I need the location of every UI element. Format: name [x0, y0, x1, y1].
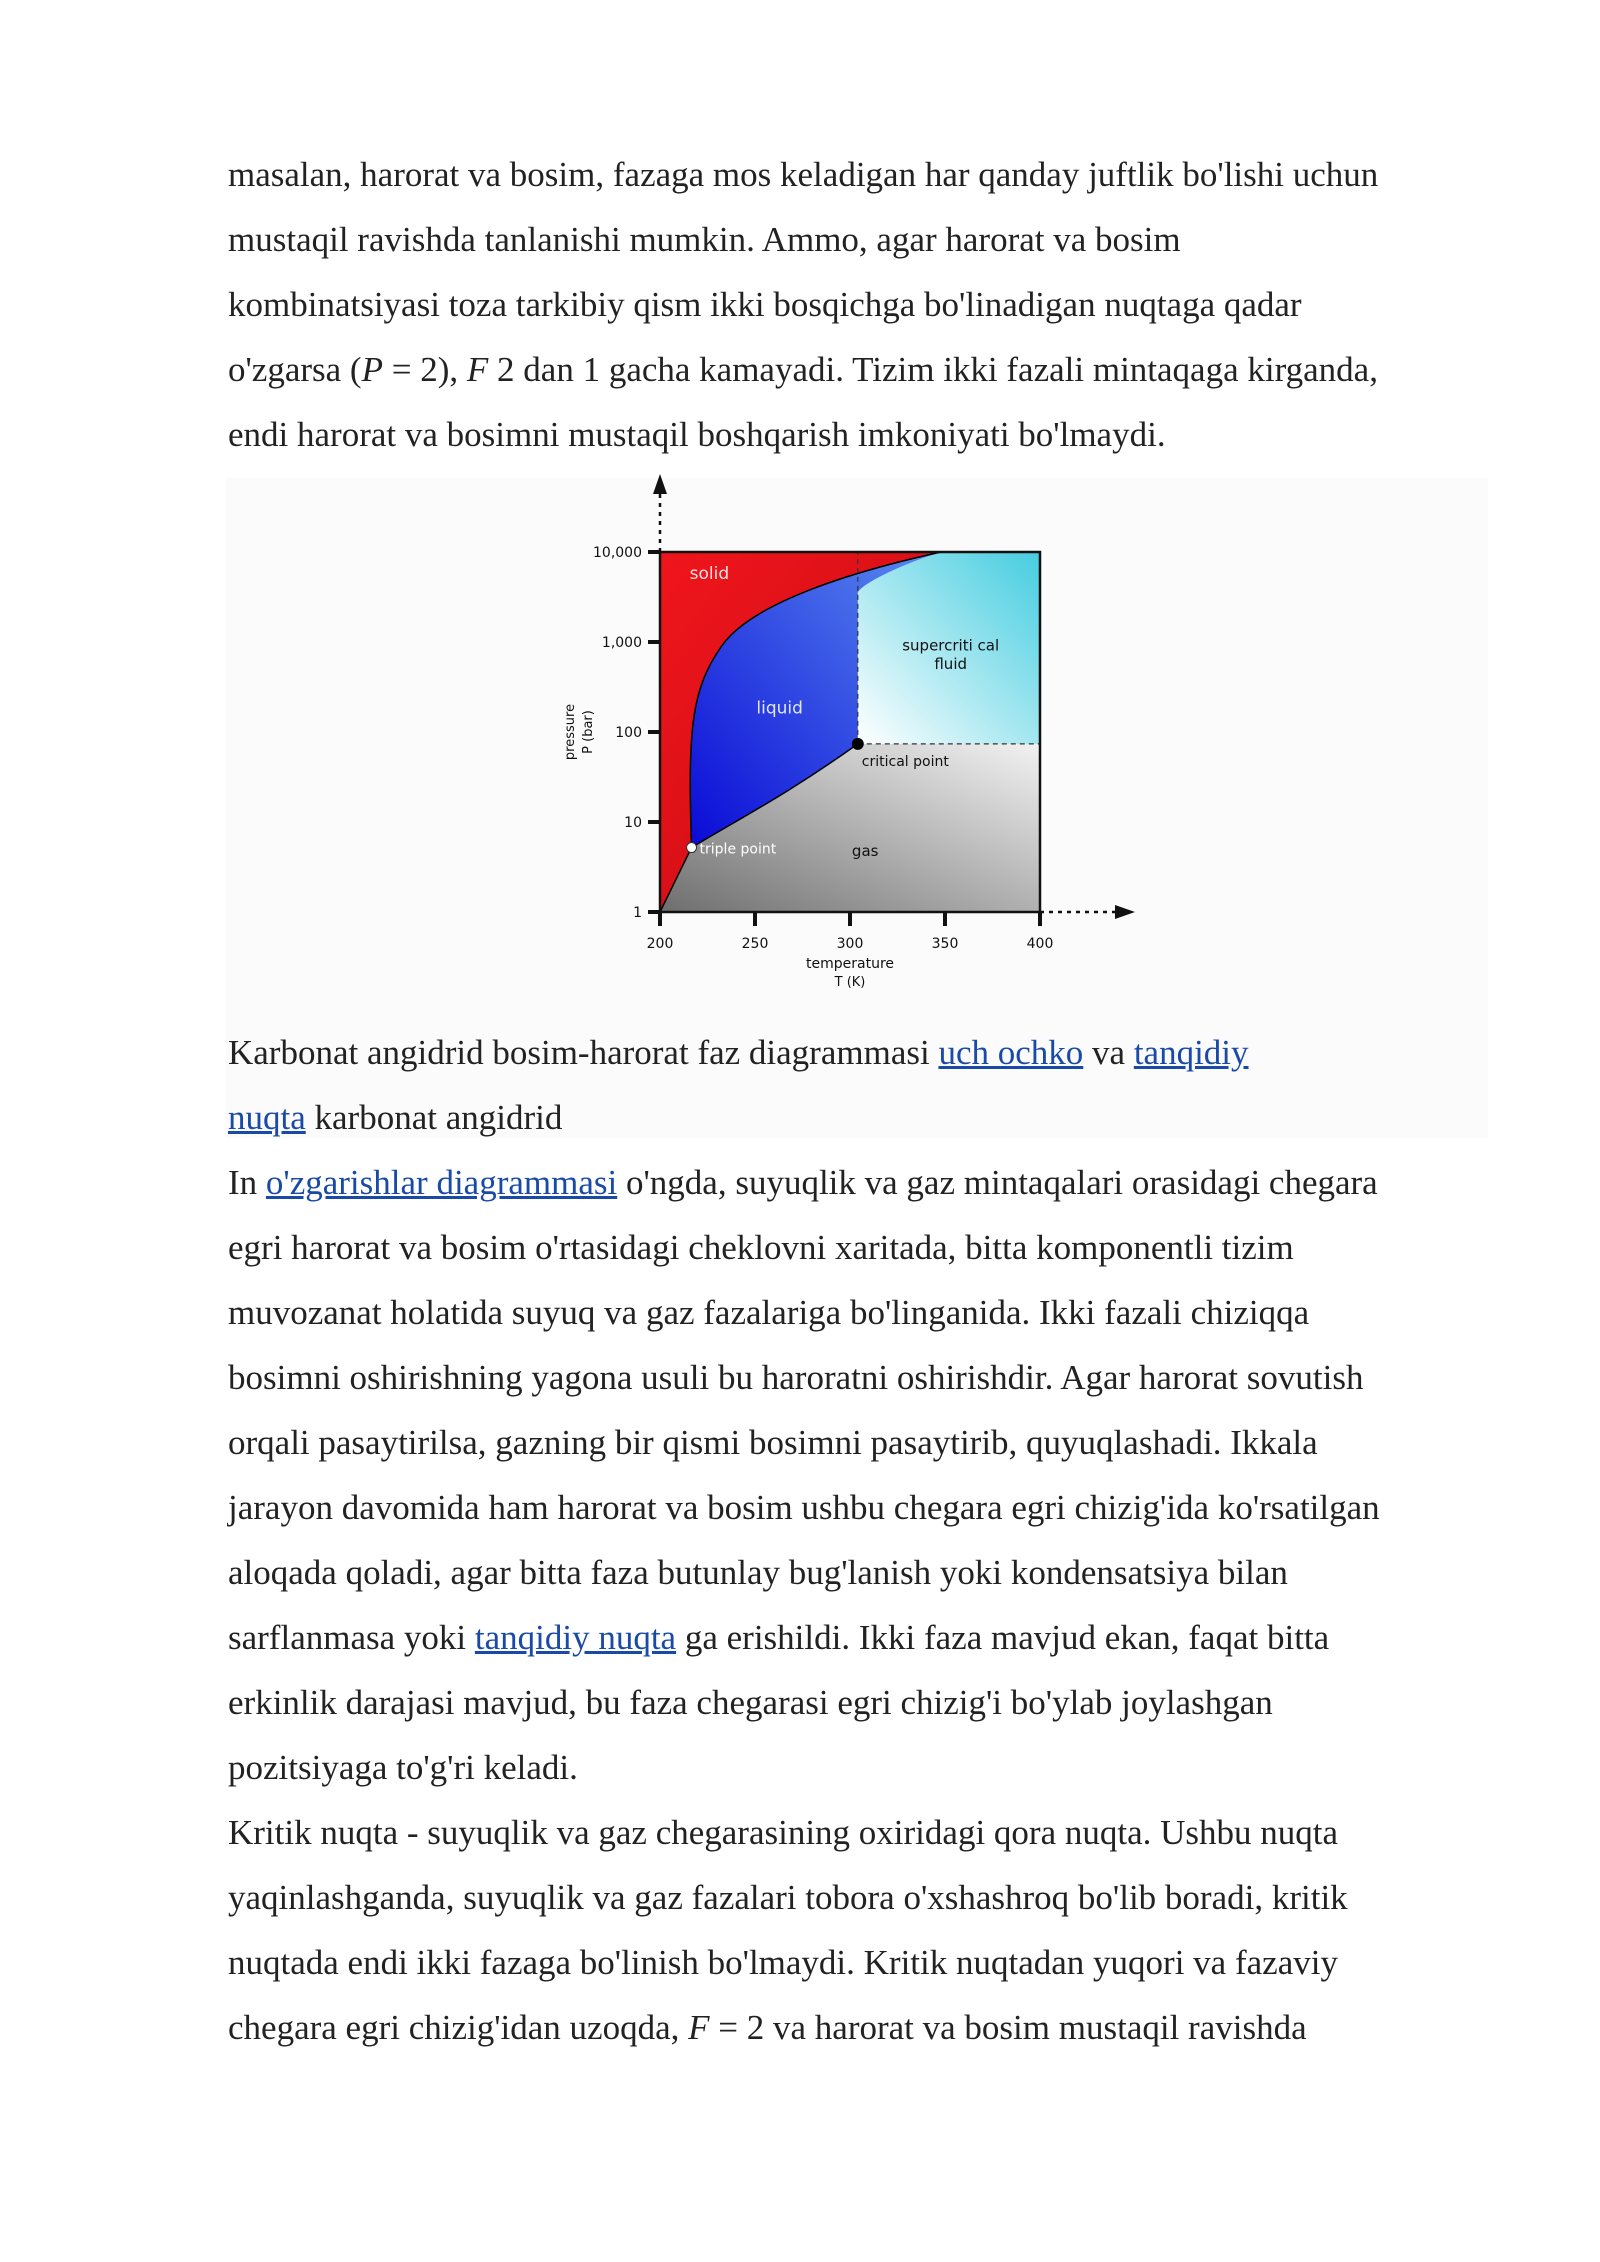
x-tick-label: 200 [646, 936, 674, 952]
paragraph-phase-diagram [228, 1150, 1478, 1800]
y-tick-label: 1 [633, 905, 642, 921]
text-fragment: chegara egri chizig'idan uzoqda, [228, 2008, 689, 2047]
y-axis-arrow-icon [653, 474, 667, 494]
text-line: aloqada qoladi, agar bitta faza butunlay bug'lanish yoki kondensatsiya bilan [228, 1553, 1288, 1592]
caption-text: karbonat angidrid [305, 1098, 563, 1137]
text-fragment: ga erishildi. Ikki faza mavjud ekan, faqat bitta [676, 1618, 1330, 1657]
gas-region-label: gas [851, 841, 879, 860]
text-fragment: o'ngda, suyuqlik va gaz mintaqalari orasidagi chegara [617, 1163, 1378, 1202]
text-line: jarayon davomida ham harorat va bosim ushbu chegara egri chizig'ida ko'rsatilgan [228, 1488, 1380, 1527]
y-tick-label: 1,000 [601, 635, 642, 651]
text-line: mustaqil ravishda tanlanishi mumkin. Ammo, agar harorat va bosim [228, 220, 1181, 259]
text-line: masalan, harorat va bosim, fazaga mos keladigan har qanday juftlik bo'lishi uchun [228, 155, 1379, 194]
link-critical-point-part1[interactable]: tanqidiy [1133, 1033, 1249, 1072]
paragraph-intro [228, 142, 1478, 467]
x-tick-label: 300 [836, 936, 864, 952]
link-critical-point-part2[interactable]: nuqta [228, 1098, 306, 1137]
critical-point-label: critical point [861, 753, 949, 770]
caption-text: va [1083, 1033, 1134, 1072]
x-axis-arrow-icon [1115, 905, 1135, 919]
phase-diagram-figure [560, 472, 1160, 1012]
y-axis-label: pressure [563, 703, 578, 761]
text-line: bosimni oshirishning yagona usuli bu haroratni oshirishdir. Agar harorat sovutish [228, 1358, 1364, 1397]
x-axis-unit-label: T (K) [834, 975, 866, 990]
y-tick-label: 10 [624, 815, 642, 831]
triple-point-marker [687, 843, 697, 853]
text-line: kombinatsiyasi toza tarkibiy qism ikki bosqichga bo'linadigan nuqtaga qadar [228, 285, 1302, 324]
text-line: nuqtada endi ikki fazaga bo'linish bo'lmaydi. Kritik nuqtadan yuqori va fazaviy [228, 1943, 1338, 1982]
text-fragment: sarflanmasa yoki [228, 1618, 475, 1657]
x-tick-label: 350 [931, 936, 959, 952]
text-fragment: = 2 va harorat va bosim mustaqil ravishda [709, 2008, 1307, 2047]
y-axis-unit-label: P (bar) [581, 710, 596, 754]
link-critical-point[interactable]: tanqidiy nuqta [474, 1618, 677, 1657]
text-line: yaqinlashganda, suyuqlik va gaz fazalari tobora o'xshashroq bo'lib boradi, kritik [228, 1878, 1348, 1917]
link-triple-point[interactable]: uch ochko [938, 1033, 1084, 1072]
text-line: o'zgarsa ( [228, 350, 362, 389]
triple-point-label: triple point [699, 841, 777, 858]
figure-caption [228, 1020, 1478, 1150]
text-line: erkinlik darajasi mavjud, bu faza chegarasi egri chizig'i bo'ylab joylashgan [228, 1683, 1273, 1722]
phase-diagram-chart [560, 472, 1160, 1012]
liquid-region-label: liquid [756, 698, 803, 719]
x-tick-label: 400 [1026, 936, 1054, 952]
symbol-f: F [688, 2008, 710, 2047]
link-phase-diagram[interactable]: o'zgarishlar diagrammasi [265, 1163, 618, 1202]
text-fragment: 2 dan 1 gacha kamayadi. Tizim ikki fazali mintaqaga kirganda, [488, 350, 1378, 389]
caption-text: Karbonat angidrid bosim-harorat faz diagrammasi [228, 1033, 939, 1072]
text-line: orqali pasaytirilsa, gazning bir qismi bosimni pasaytirib, quyuqlashadi. Ikkala [228, 1423, 1318, 1462]
supercritical-region-label: supercriti cal [902, 636, 1000, 655]
text-line: pozitsiyaga to'g'ri keladi. [228, 1748, 578, 1787]
text-fragment: = 2), [382, 350, 467, 389]
x-tick-label: 250 [741, 936, 769, 952]
text-fragment: In [228, 1163, 266, 1202]
solid-region-label: solid [689, 564, 730, 585]
text-line: Kritik nuqta - suyuqlik va gaz chegarasining oxiridagi qora nuqta. Ushbu nuqta [228, 1813, 1339, 1852]
symbol-p: P [361, 350, 383, 389]
y-tick-label: 10,000 [593, 545, 642, 561]
y-tick-label: 100 [615, 725, 642, 741]
text-line: egri harorat va bosim o'rtasidagi cheklovni xaritada, bitta komponentli tizim [228, 1228, 1294, 1267]
critical-point-marker [852, 738, 864, 750]
text-line: endi harorat va bosimni mustaqil boshqarish imkoniyati bo'lmaydi. [228, 415, 1166, 454]
paragraph-critical-point [228, 1800, 1478, 2060]
supercritical-region-label-line2: fluid [934, 655, 968, 674]
x-axis-label: temperature [806, 956, 894, 972]
text-line: muvozanat holatida suyuq va gaz fazalariga bo'linganida. Ikki fazali chiziqqa [228, 1293, 1310, 1332]
symbol-f: F [466, 350, 489, 389]
